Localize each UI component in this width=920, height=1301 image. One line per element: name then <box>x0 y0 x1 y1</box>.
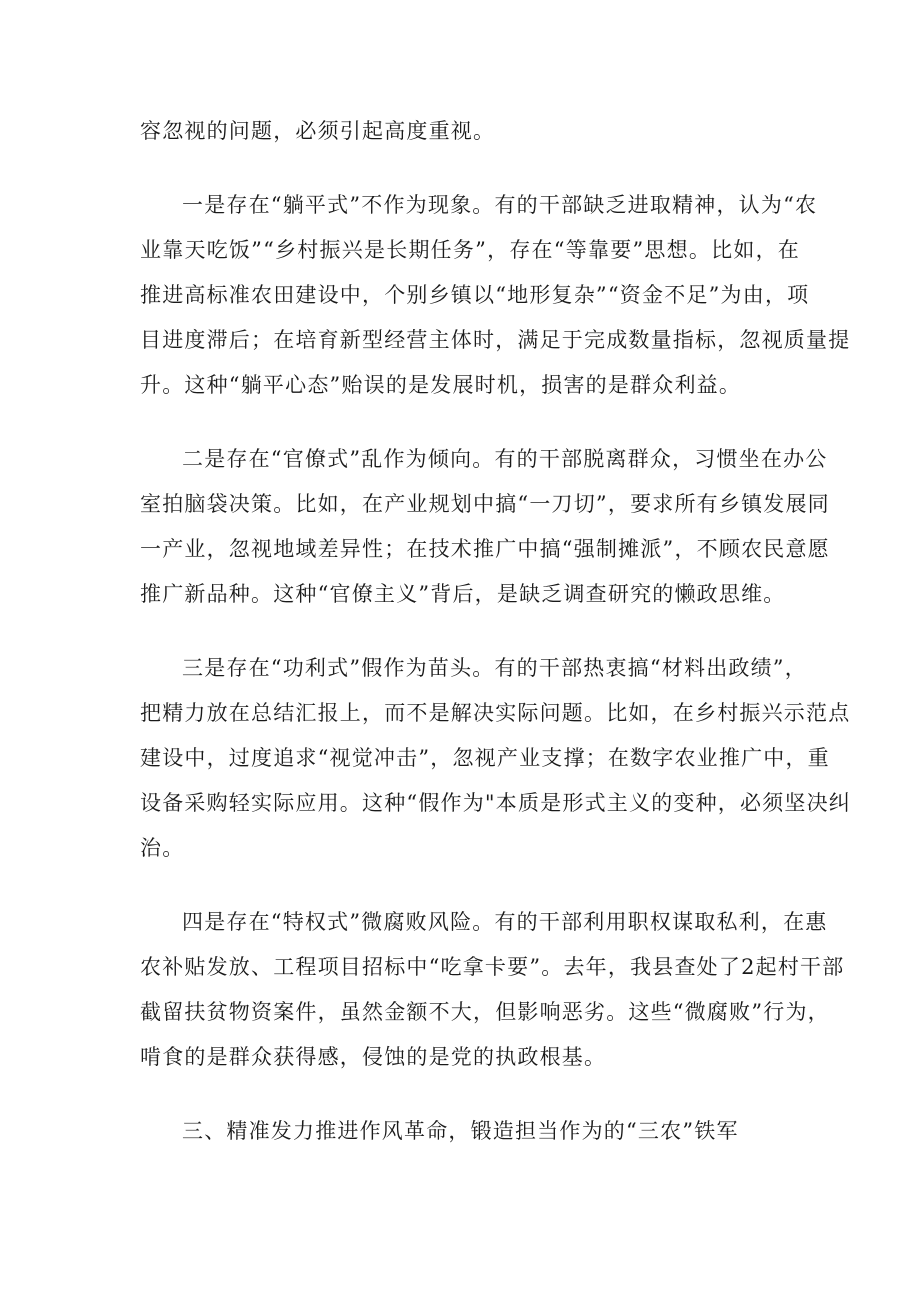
paragraph-2-line-2: 室拍脑袋决策。比如，在产业规划中搞“一刀切”，要求所有乡镇发展同 <box>140 492 830 516</box>
paragraph-3-line-5: 治。 <box>140 836 185 860</box>
paragraph-4-line-1: 四是存在“特权式”微腐败风险。有的干部利用职权谋取私利，在惠 <box>182 910 828 934</box>
paragraph-continuation-line: 容忽视的问题，必须引起高度重视。 <box>140 119 496 143</box>
paragraph-4-line-4: 啃食的是群众获得感，侵蚀的是党的执政根基。 <box>140 1045 607 1069</box>
paragraph-1-line-5: 升。这种“躺平心态”贻误的是发展时机，损害的是群众利益。 <box>140 373 742 397</box>
paragraph-2-line-4: 推广新品种。这种“官僚主义”背后，是缺乏调查研究的懒政思维。 <box>140 582 786 606</box>
paragraph-2-line-1: 二是存在“官僚式”乱作为倾向。有的干部脱离群众，习惯坐在办公 <box>182 447 828 471</box>
paragraph-4-line-3: 截留扶贫物资案件，虽然金额不大，但影响恶劣。这些“微腐败”行为， <box>140 1000 830 1024</box>
paragraph-3-line-3: 建设中，过度追求“视觉冲击”，忽视产业支撑；在数字农业推广中，重 <box>140 746 830 770</box>
paragraph-1-line-3: 推进高标准农田建设中，个别乡镇以“地形复杂”“资金不足”为由，项 <box>140 283 810 307</box>
paragraph-1-line-2: 业靠天吃饭”“乡村振兴是长期任务”，存在“等靠要”思想。比如，在 <box>140 238 800 262</box>
paragraph-3-line-1: 三是存在“功利式”假作为苗头。有的干部热衷搞“材料出政绩”， <box>182 656 807 680</box>
paragraph-1-line-4: 目进度滞后；在培育新型经营主体时，满足于完成数量指标，忽视质量提 <box>140 328 851 352</box>
paragraph-2-line-3: 一产业，忽视地域差异性；在技术推广中搞“强制摊派”，不顾农民意愿 <box>140 537 830 561</box>
paragraph-3-line-2: 把精力放在总结汇报上，而不是解决实际问题。比如，在乡村振兴示范点 <box>140 701 851 725</box>
paragraph-3-line-4: 设备采购轻实际应用。这种“假作为"本质是形式主义的变种，必须坚决纠 <box>140 791 851 815</box>
paragraph-4-line-2: 农补贴发放、工程项目招标中“吃拿卡要”。去年，我县查处了2起村干部 <box>140 955 845 979</box>
paragraph-1-line-1: 一是存在“躺平式”不作为现象。有的干部缺乏进取精神，认为“农 <box>182 193 818 217</box>
section-heading: 三、精准发力推进作风革命，锻造担当作为的“三农”铁军 <box>182 1119 739 1143</box>
